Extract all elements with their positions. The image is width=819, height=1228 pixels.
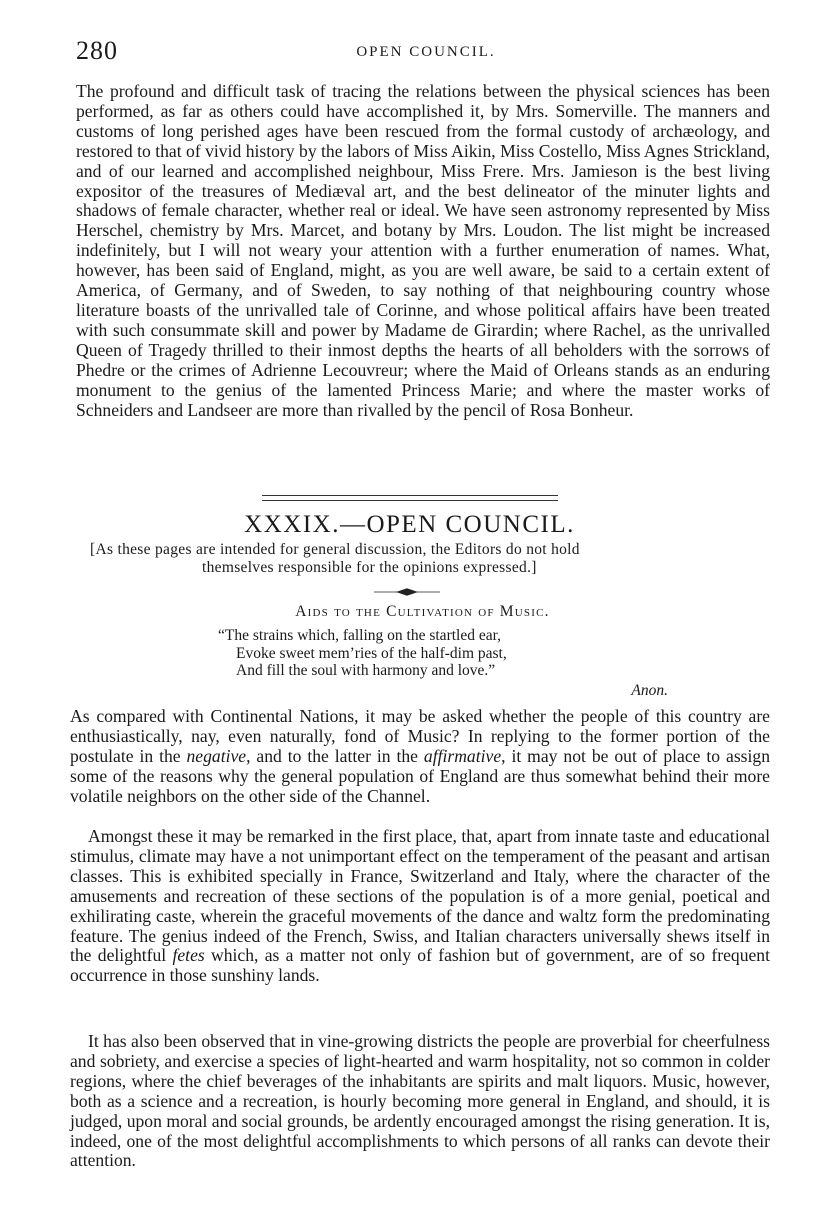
paragraph-text: , and to the latter in the bbox=[246, 745, 424, 766]
paragraph-text: , it may not be out of place to assign some of the reasons why the general population of England are thus somewhat behind their more volatile neighbors on the other side of the Channel. bbox=[70, 745, 770, 806]
paragraph-text: As compared with Continental Nations, it may be asked whether the people of this country are enthusiastically, nay, even naturally, fond of Music? In replying to the former portion of the postulate in the bbox=[70, 706, 770, 766]
emphasis-fetes: fetes bbox=[172, 945, 205, 966]
paragraph-text: Amongst these it may be remarked in the first place, that, apart from innate taste and educational stimulus, climate may have a not unimportant effect on the temperament of the peasant and artisan classes. This is exhibited specially in France, Switzerland and Italy, where the character of the amusements and recreation of these sections of the population is of a more genial, poetical and exhilirating caste, wherein the graceful movements of the dance and waltz form the predominating feature. The genius indeed of the French, Swiss, and Italian characters universally shews itself in the delightful bbox=[70, 826, 770, 966]
epigraph-attribution: Anon. bbox=[631, 682, 668, 699]
editorial-note-line-1: [As these pages are intended for general discussion, the Editors do not hold bbox=[90, 541, 580, 558]
article-paragraph bbox=[70, 707, 770, 807]
epigraph-line: And fill the soul with harmony and love.” bbox=[236, 662, 496, 679]
editorial-note bbox=[90, 541, 774, 577]
intro-paragraph: The profound and difficult task of tracing the relations between the physical sciences has been performed, as far as others could have accomplished it, by Mrs. Somerville. The manners and customs of long perished ages have been rescued from the formal custody of archæology, and restored to that of vivid history by the labors of Miss Aikin, Miss Costello, Miss Agnes Strickland, and of our learned and accomplished neighbour, Miss Frere. Mrs. Jamieson is the best living expositor of the treasures of Mediæval art, and the best delineator of the minuter lights and shadows of female character, whether real or ideal. We have seen astronomy represented by Miss Herschel, chemistry by Mrs. Marcet, and botany by Mrs. Loudon. The list might be increased indefinitely, but I will not weary your attention with a further enumeration of names. What, however, has been said of England, might, as you are well aware, be said to a certain extent of America, of Germany, and of Sweden, to say nothing of that neighbouring country whose literature boasts of the unrivalled tale of Corinne, and whose political affairs have been treated with such consummate skill and power by Madame de Girardin; where Rachel, as the unrivalled Queen of Tragedy thrilled to their inmost depths the hearts of all beholders with the sorrows of Phedre or the crimes of Adrienne Lecouvreur; where the Maid of Orleans stands as an enduring monument to the genius of the lamented Princess Marie; and where the master works of Schneiders and Landseer are more than rivalled by the pencil of Rosa Bonheur. bbox=[76, 81, 770, 420]
running-title: OPEN COUNCIL. bbox=[356, 44, 496, 60]
section-divider-rule bbox=[262, 495, 558, 501]
section-title: XXXIX.—OPEN COUNCIL. bbox=[244, 511, 575, 538]
article-paragraph: It has also been observed that in vine-growing districts the people are proverbial for cheerfulness and sobriety, and exercise a species of light-hearted and warm hospitality, not so common in colder regions, where the chief beverages of the inhabitants are spirits and malt liquors. Music, however, both as a science and a recreation, is hourly becoming more general in England, and should, it is judged, upon moral and social grounds, be ardently encouraged amongst the rising generation. It is, indeed, one of the most delightful accomplishments to which persons of all ranks can devote their attention. bbox=[70, 1031, 771, 1171]
epigraph bbox=[218, 627, 738, 680]
emphasis-affirmative: affirmative bbox=[423, 745, 502, 766]
editorial-note-line-2: themselves responsible for the opinions expressed.] bbox=[202, 559, 537, 576]
page-header bbox=[76, 36, 776, 66]
emphasis-negative: negative bbox=[186, 745, 247, 766]
page-number: 280 bbox=[76, 36, 118, 65]
ornament-divider-icon bbox=[374, 586, 440, 598]
epigraph-line: Evoke sweet mem’ries of the half-dim past, bbox=[236, 644, 507, 662]
epigraph-line: “The strains which, falling on the startled ear, bbox=[218, 627, 502, 644]
article-paragraph bbox=[70, 827, 770, 986]
article-title: Aids to the Cultivation of Music. bbox=[295, 603, 550, 620]
paragraph-text: which, as a matter not only of fashion but of government, are of so frequent occurrence in those sunshiny lands. bbox=[70, 945, 770, 986]
